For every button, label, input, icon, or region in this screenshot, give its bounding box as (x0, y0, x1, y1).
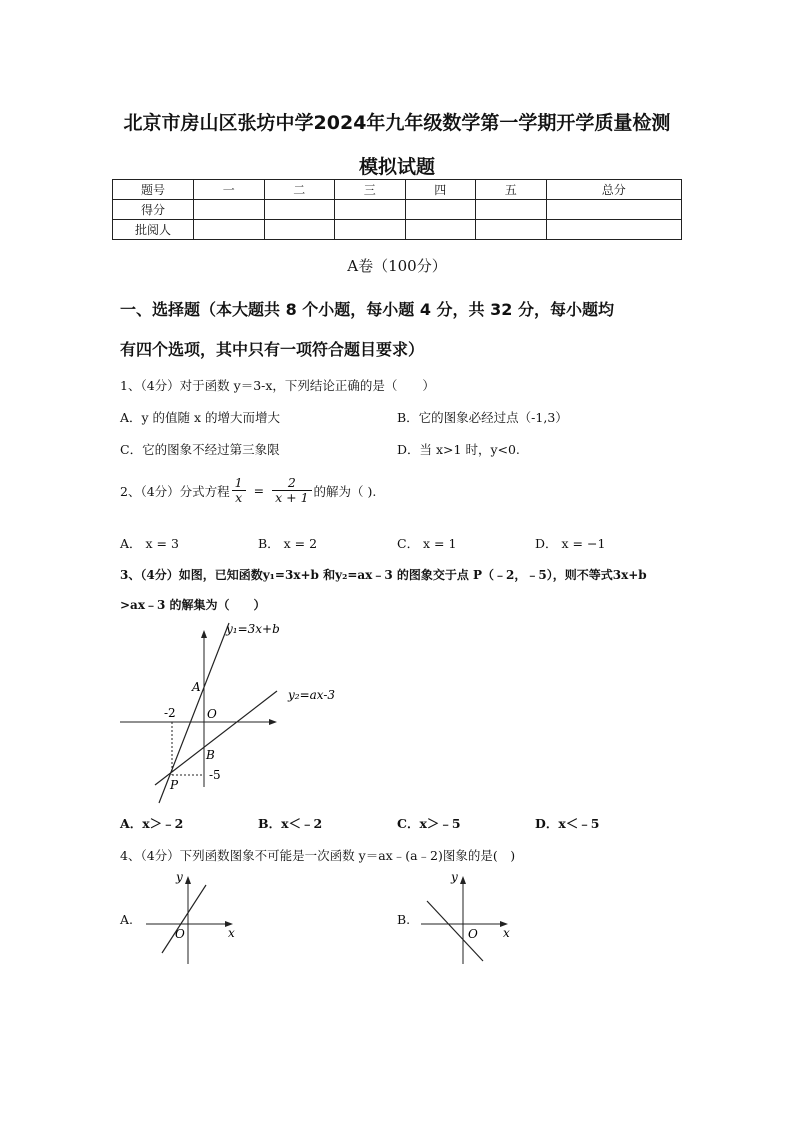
label-y: y (176, 870, 183, 884)
table-cell (264, 200, 335, 220)
table-cell: 一 (194, 180, 265, 200)
y-axis-arrow-icon (185, 876, 191, 884)
q1-option-a: A．y 的值随 x 的增大而增大 (120, 410, 281, 425)
q2-prefix: 2、（4分）分式方程 (120, 483, 230, 499)
q2-option-a: A． x = 3 (120, 536, 179, 551)
q2-lhs-fraction (232, 476, 246, 505)
q1-option-c: C．它的图象不经过第三象限 (120, 442, 280, 457)
table-cell (264, 220, 335, 240)
label-b: B (206, 748, 215, 762)
q4-graph-a (138, 867, 253, 967)
title-line-1: 北京市房山区张坊中学2024年九年级数学第一学期开学质量检测 (123, 112, 671, 134)
section-heading-line-1: 一、选择题（本大题共 8 个小题，每小题 4 分，共 32 分，每小题均 (120, 300, 614, 319)
question-1-stem: 1、（4分）对于函数 y＝3-x，下列结论正确的是（ ） (120, 378, 435, 393)
table-cell: 三 (335, 180, 406, 200)
table-cell: 得分 (113, 200, 194, 220)
table-cell (476, 200, 547, 220)
q4-graph-b (413, 867, 528, 967)
fraction-denominator: x (235, 490, 243, 505)
q2-suffix: 的解为（ ). (313, 483, 377, 499)
label-x: x (503, 926, 510, 940)
function-line (162, 885, 206, 953)
y-axis-arrow-icon (201, 630, 207, 638)
table-cell: 总分 (546, 180, 682, 200)
table-row (113, 220, 682, 240)
table-cell (546, 200, 682, 220)
table-cell: 题号 (113, 180, 194, 200)
table-cell (405, 200, 476, 220)
label-y1: y₁=3x+b (226, 622, 280, 636)
title-line-2: 模拟试题 (358, 156, 435, 178)
label-neg-5: -5 (209, 768, 221, 782)
label-origin: O (468, 927, 478, 941)
q3-option-a: A．x＞﹣2 (120, 816, 184, 831)
label-neg-2: -2 (164, 706, 176, 720)
q2-option-d: D． x = −1 (535, 536, 606, 551)
paper-part-label: A卷（100分） (347, 257, 447, 275)
y-axis-arrow-icon (460, 876, 466, 884)
q3-option-c: C．x＞﹣5 (397, 816, 461, 831)
label-p: P (170, 778, 179, 792)
table-cell: 五 (476, 180, 547, 200)
table-cell (405, 220, 476, 240)
table-cell: 二 (264, 180, 335, 200)
table-row (113, 200, 682, 220)
score-table-header-row (113, 180, 682, 200)
table-cell (194, 220, 265, 240)
section-heading-line-2: 有四个选项，其中只有一项符合题目要求） (120, 340, 425, 359)
label-origin: O (207, 707, 217, 721)
q2-option-b: B． x = 2 (258, 536, 318, 551)
x-axis-arrow-icon (269, 719, 277, 725)
table-cell (476, 220, 547, 240)
label-y: y (451, 870, 458, 884)
table-cell: 批阅人 (113, 220, 194, 240)
table-cell (335, 220, 406, 240)
fraction-numerator: 1 (232, 476, 246, 491)
q2-equals: = (253, 483, 265, 498)
score-table (112, 179, 682, 240)
q1-option-d: D．当 x>1 时，y<0. (397, 442, 520, 457)
q1-option-b: B．它的图象必经过点（-1,3） (397, 410, 568, 425)
q3-option-d: D．x＜﹣5 (535, 816, 600, 831)
table-cell: 四 (405, 180, 476, 200)
q4-option-b-label: B. (397, 912, 411, 927)
label-y2: y₂=ax-3 (288, 688, 336, 702)
q3-option-b: B．x＜﹣2 (258, 816, 323, 831)
fraction-denominator: x + 1 (275, 490, 309, 505)
question-2-stem (120, 476, 376, 505)
q2-rhs-fraction (272, 476, 311, 505)
table-cell (335, 200, 406, 220)
question-3-stem-line-1: 3、（4分）如图，已知函数y₁=3x+b 和y₂=ax﹣3 的图象交于点 P（﹣2，﹣5），则不等式3x+b (120, 568, 647, 582)
question-3-stem-line-2: >ax﹣3 的解集为（ ） (120, 598, 266, 612)
fraction-numerator: 2 (272, 476, 311, 491)
label-a: A (192, 680, 201, 694)
label-x: x (228, 926, 235, 940)
table-cell (546, 220, 682, 240)
question-4-stem: 4、（4分）下列函数图象不可能是一次函数 y＝ax﹣(a﹣2)图象的是( ) (120, 848, 516, 863)
table-cell (194, 200, 265, 220)
q2-option-c: C． x = 1 (397, 536, 457, 551)
q4-option-a-label: A. (120, 912, 134, 927)
label-origin: O (175, 927, 185, 941)
q3-graph (115, 615, 340, 805)
